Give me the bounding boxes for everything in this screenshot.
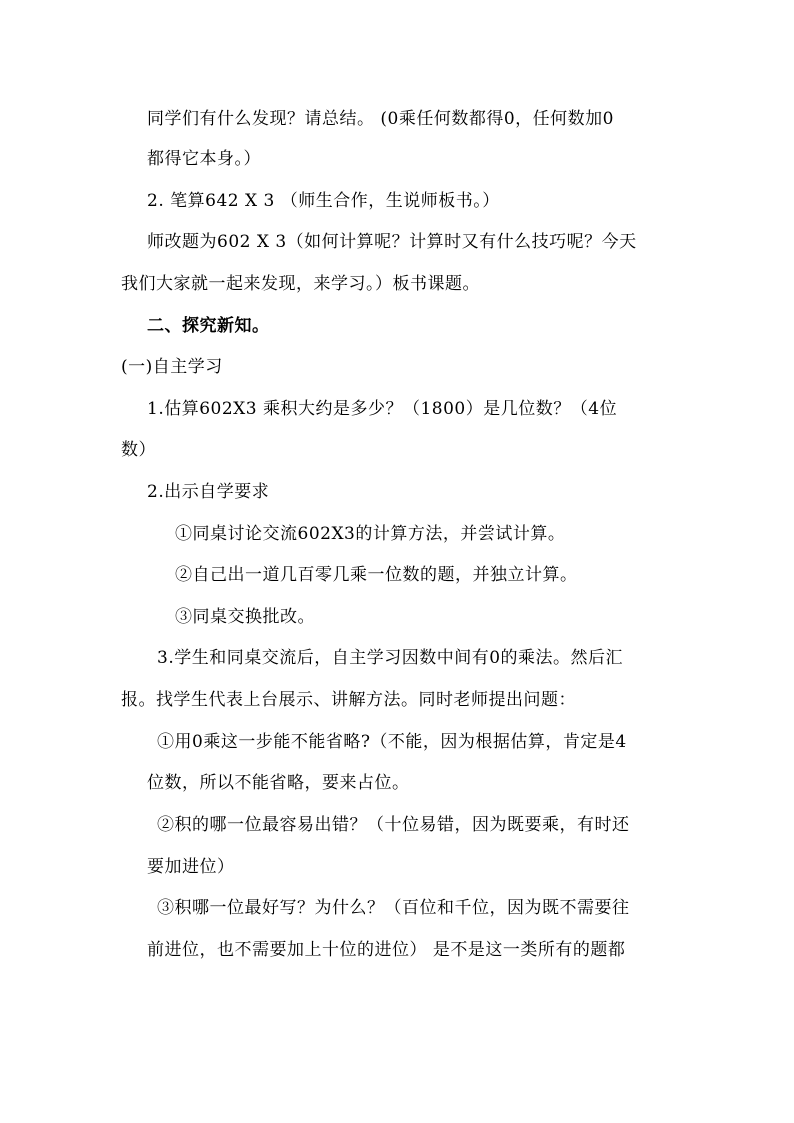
text-line-19: 要加进位） bbox=[147, 857, 235, 877]
text-line-11: ①同桌讨论交流602X3的计算方法，并尝试计算。 bbox=[175, 524, 566, 544]
text-line-16: ①用0乘这一步能不能省略?（不能，因为根据估算，肯定是4 bbox=[157, 732, 627, 752]
text-line-14: 3.学生和同桌交流后，自主学习因数中间有0的乘法。然后汇 bbox=[157, 648, 624, 668]
section-heading: 二、探究新知。 bbox=[147, 316, 270, 336]
text-line-20: ③积哪一位最好写？为什么？（百位和千位，因为既不需要往 bbox=[157, 898, 630, 918]
text-line-10: 2.出示自学要求 bbox=[147, 482, 270, 502]
text-line-1: 同学们有什么发现？请总结。 (0乘任何数都得0，任何数加0 bbox=[147, 109, 614, 129]
text-line-8: 1.估算602X3 乘积大约是多少？（1800）是几位数？（4位 bbox=[147, 399, 618, 419]
text-line-9: 数） bbox=[121, 440, 156, 460]
text-line-5: 我们大家就一起来发现，来学习。）板书课题。 bbox=[121, 274, 480, 294]
text-line-12: ②自己出一道几百零几乘一位数的题，并独立计算。 bbox=[175, 565, 578, 585]
text-line-3: 2. 笔算642 X 3 （师生合作，生说师板书。） bbox=[147, 191, 500, 211]
text-line-13: ③同桌交换批改。 bbox=[175, 607, 315, 627]
text-line-4: 师改题为602 X 3（如何计算呢？计算时又有什么技巧呢？今天 bbox=[147, 232, 637, 252]
subsection-heading: (一)自主学习 bbox=[121, 357, 223, 377]
text-line-18: ②积的哪一位最容易出错？（十位易错，因为既要乘，有时还 bbox=[157, 815, 630, 835]
text-line-2: 都得它本身。） bbox=[147, 149, 261, 169]
text-line-17: 位数，所以不能省略，要来占位。 bbox=[147, 773, 410, 793]
text-line-21: 前进位，也不需要加上十位的进位） 是不是这一类所有的题都 bbox=[147, 940, 626, 960]
text-line-15: 报。找学生代表上台展示、讲解方法。同时老师提出问题： bbox=[121, 690, 576, 710]
